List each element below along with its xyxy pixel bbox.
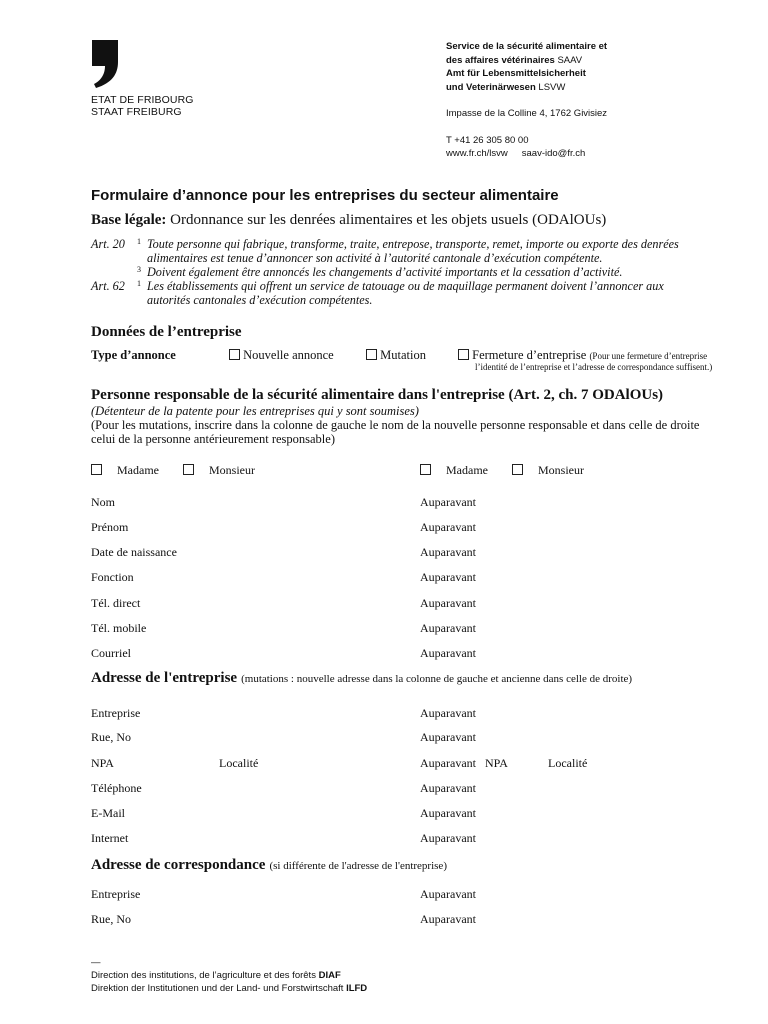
article-20-line2: alimentaires est tenue d’annoncer son activité à l’autorité cantonale d’exécution compétente. [147,251,603,265]
left-monsieur-option[interactable] [183,463,255,478]
address-field-street-previous: Auparavant [420,730,476,744]
address-field-email: E-Mail [91,806,125,820]
address-field-company-previous: Auparavant [420,706,476,720]
field-prenom-previous: Auparavant [420,520,476,534]
closure-label: Fermeture d’entreprise [472,348,587,362]
field-function: Fonction [91,570,134,584]
article-20-3-text: Doivent également être annoncés les changements d’activité importants et la cessation d’activité. [147,265,623,279]
address-field-internet: Internet [91,831,129,845]
new-notice-label: Nouvelle annonce [243,348,334,362]
article-20-num: 1 [137,237,141,246]
responsible-note [91,418,741,446]
legal-base [91,212,606,229]
correspondence-header [91,856,447,874]
field-email: Courriel [91,646,131,660]
new-notice-checkbox[interactable] [229,349,240,360]
correspondence-field-street: Rue, No [91,912,131,926]
field-direct-phone-previous: Auparavant [420,596,476,610]
dept-fr-line2: des affaires vétérinaires [446,54,555,66]
legal-base-label: Base légale: [91,212,167,228]
notice-type-label: Type d’annonce [91,348,176,362]
responsible-note-italic: (Détenteur de la patente pour les entreprises qui y sont soumises) [91,404,419,418]
option-closure[interactable] [458,348,707,363]
mutation-checkbox[interactable] [366,349,377,360]
left-madame-checkbox[interactable] [91,464,102,475]
dept-fr-abbr: SAAV [557,54,583,66]
closure-checkbox[interactable] [458,349,469,360]
field-nom: Nom [91,495,115,509]
header-address [446,40,746,161]
article-62-label: Art. 62 [91,279,125,293]
left-madame-option[interactable] [91,463,159,478]
address-field-city: Localité [219,756,259,770]
article-62-text [147,279,737,307]
address-field-internet-previous: Auparavant [420,831,476,845]
canton-name-de: STAAT FREIBURG [91,106,182,118]
correspondence-heading: Adresse de correspondance [91,857,266,873]
field-birthdate: Date de naissance [91,545,177,559]
footer [91,956,367,995]
closure-note-2: l’identité de l’entreprise et l’adresse de correspondance suffisent.) [475,362,713,372]
right-madame-option[interactable] [420,463,488,478]
email-link[interactable]: saav-ido@fr.ch [521,148,586,159]
field-prenom: Prénom [91,520,129,534]
right-monsieur-checkbox[interactable] [512,464,523,475]
mutation-label: Mutation [380,348,426,362]
left-madame-label: Madame [117,463,159,477]
correspondence-field-company-previous: Auparavant [420,887,476,901]
footer-abbr-fr: DIAF [318,970,341,981]
company-data-heading: Données de l’entreprise [91,324,242,340]
address-field-phone-previous: Auparavant [420,781,476,795]
correspondence-field-company: Entreprise [91,887,141,901]
option-mutation[interactable] [366,348,426,363]
company-address-heading: Adresse de l'entreprise [91,670,238,686]
field-birthdate-previous: Auparavant [420,545,476,559]
dept-de-line1: Amt für Lebensmittelsicherheit [446,68,586,79]
dept-de-abbr: LSVW [538,81,566,93]
field-function-previous: Auparavant [420,570,476,584]
field-email-previous: Auparavant [420,646,476,660]
field-direct-phone: Tél. direct [91,596,141,610]
article-62-line2: autorités cantonales d’exécution compétentes. [147,293,373,307]
article-20-text [147,237,737,265]
company-address-header [91,669,632,687]
right-madame-label: Madame [446,463,488,477]
closure-note-1: (Pour une fermeture d’entreprise [589,351,708,361]
correspondence-field-street-previous: Auparavant [420,912,476,926]
article-62-num: 1 [137,279,141,288]
canton-name-fr: ETAT DE FRIBOURG [91,94,194,106]
responsible-note-line1: (Pour les mutations, inscrire dans la colonne de gauche le nom de la nouvelle personne responsable et dans celle de droite [91,418,700,432]
address-field-npa: NPA [91,756,114,770]
address-field-street: Rue, No [91,730,131,744]
address-field-company: Entreprise [91,706,141,720]
page-title: Formulaire d’annonce pour les entreprises du secteur alimentaire [91,187,559,204]
website-link[interactable]: www.fr.ch/lsvw [446,148,508,159]
responsible-note-line2: celui de la personne antérieurement responsable) [91,432,335,446]
canton-name [91,94,194,118]
phone-number: T +41 26 305 80 00 [446,134,529,146]
legal-base-text: Ordonnance sur les denrées alimentaires et les objets usuels (ODAlOUs) [170,212,607,228]
field-mobile: Tél. mobile [91,621,147,635]
address-field-phone: Téléphone [91,781,142,795]
dept-fr-line1: Service de la sécurité alimentaire et [446,41,608,52]
address-field-npa-right: NPA [485,756,508,770]
right-monsieur-option[interactable] [512,463,584,478]
footer-abbr-de: ILFD [346,983,368,994]
left-monsieur-checkbox[interactable] [183,464,194,475]
company-address-note: (mutations : nouvelle adresse dans la colonne de gauche et ancienne dans celle de droite) [241,673,633,685]
address-field-city-right: Localité [548,756,588,770]
right-monsieur-label: Monsieur [538,463,584,477]
dept-de-line2: und Veterinärwesen [446,81,536,93]
option-new-notice[interactable] [229,348,334,363]
field-mobile-previous: Auparavant [420,621,476,635]
left-monsieur-label: Monsieur [209,463,255,477]
article-20-line1: Toute personne qui fabrique, transforme, traite, entrepose, transporte, remet, importe ou exporte des denrées [147,237,679,251]
article-20-3-num: 3 [137,265,141,274]
right-madame-checkbox[interactable] [420,464,431,475]
correspondence-note: (si différente de l'adresse de l'entreprise) [269,860,447,872]
responsible-heading: Personne responsable de la sécurité alimentaire dans l'entreprise (Art. 2, ch. 7 ODAlOUs) [91,387,664,403]
comma-mark-icon [90,40,120,88]
field-nom-previous: Auparavant [420,495,476,509]
address-field-npa-previous: Auparavant [420,756,476,770]
footer-dash: — [91,957,101,968]
street-address: Impasse de la Colline 4, 1762 Givisiez [446,108,608,119]
article-20-label: Art. 20 [91,237,125,251]
address-field-email-previous: Auparavant [420,806,476,820]
footer-line-de: Direktion der Institutionen und der Land- und Forstwirtschaft [91,983,344,994]
article-62-line1: Les établissements qui offrent un service de tatouage ou de maquillage permanent doivent l’annoncer aux [147,279,664,293]
footer-line-fr: Direction des institutions, de l’agriculture et des forêts [91,970,316,981]
